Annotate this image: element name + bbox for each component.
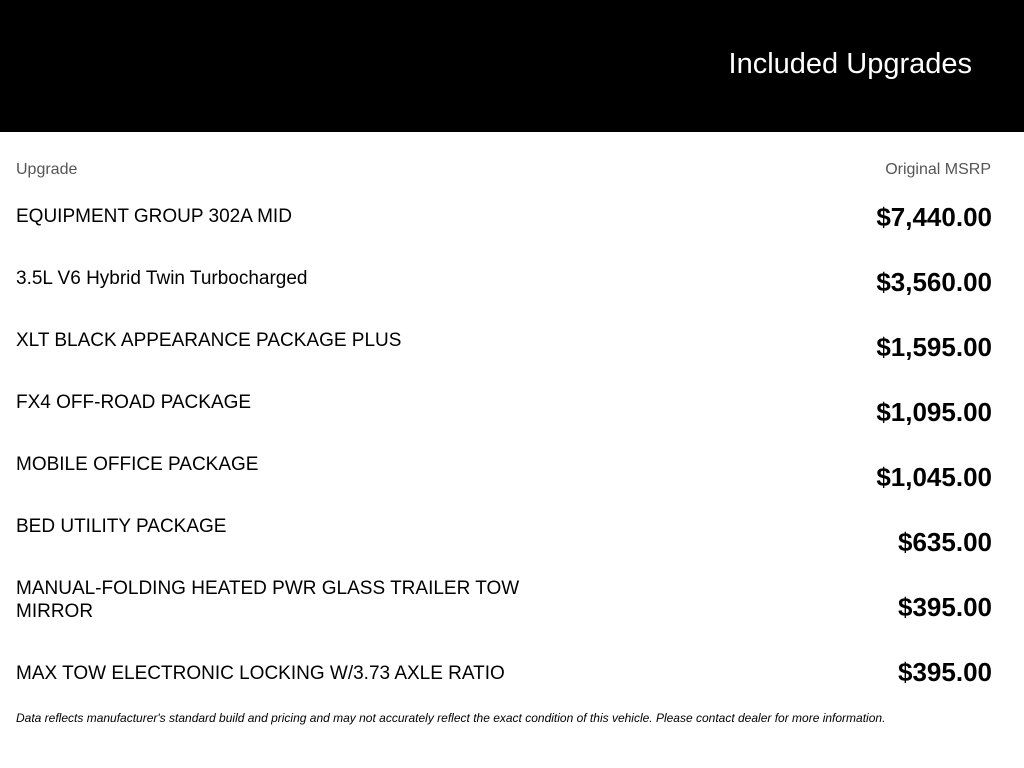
upgrade-price: $1,595.00 bbox=[876, 332, 992, 362]
upgrade-column-header: Upgrade bbox=[16, 161, 78, 178]
upgrade-price: $395.00 bbox=[898, 657, 992, 687]
upgrade-price: $3,560.00 bbox=[876, 267, 992, 297]
msrp-column-header: Original MSRP bbox=[885, 161, 991, 178]
upgrade-price: $635.00 bbox=[898, 527, 992, 557]
upgrade-row bbox=[0, 515, 1024, 575]
disclaimer-text: Data reflects manufacturer's standard build and pricing and may not accurately reflect the exact condition of this vehicle. Please contact dealer for more information. bbox=[16, 711, 886, 725]
page-header bbox=[0, 0, 1024, 132]
page-title: Included Upgrades bbox=[728, 48, 972, 80]
upgrade-name: BED UTILITY PACKAGE bbox=[16, 516, 227, 537]
upgrade-name: EQUIPMENT GROUP 302A MID bbox=[16, 206, 292, 227]
upgrade-name: MOBILE OFFICE PACKAGE bbox=[16, 454, 259, 475]
upgrade-name: MANUAL-FOLDING HEATED PWR GLASS TRAILER TOW MIRROR bbox=[16, 578, 520, 622]
upgrade-row bbox=[0, 577, 1024, 637]
upgrade-price: $1,045.00 bbox=[876, 462, 992, 492]
upgrade-name: MAX TOW ELECTRONIC LOCKING W/3.73 AXLE RATIO bbox=[16, 663, 505, 684]
upgrade-row bbox=[0, 267, 1024, 327]
upgrade-row bbox=[0, 329, 1024, 389]
upgrade-row bbox=[0, 453, 1024, 513]
upgrade-price: $395.00 bbox=[898, 592, 992, 622]
upgrade-name: 3.5L V6 Hybrid Twin Turbocharged bbox=[16, 268, 308, 289]
upgrade-row bbox=[0, 391, 1024, 451]
upgrade-row bbox=[0, 202, 1024, 265]
upgrade-name: XLT BLACK APPEARANCE PACKAGE PLUS bbox=[16, 330, 402, 351]
upgrade-name: FX4 OFF-ROAD PACKAGE bbox=[16, 392, 252, 413]
upgrade-price: $7,440.00 bbox=[876, 202, 992, 232]
upgrade-price: $1,095.00 bbox=[876, 397, 992, 427]
